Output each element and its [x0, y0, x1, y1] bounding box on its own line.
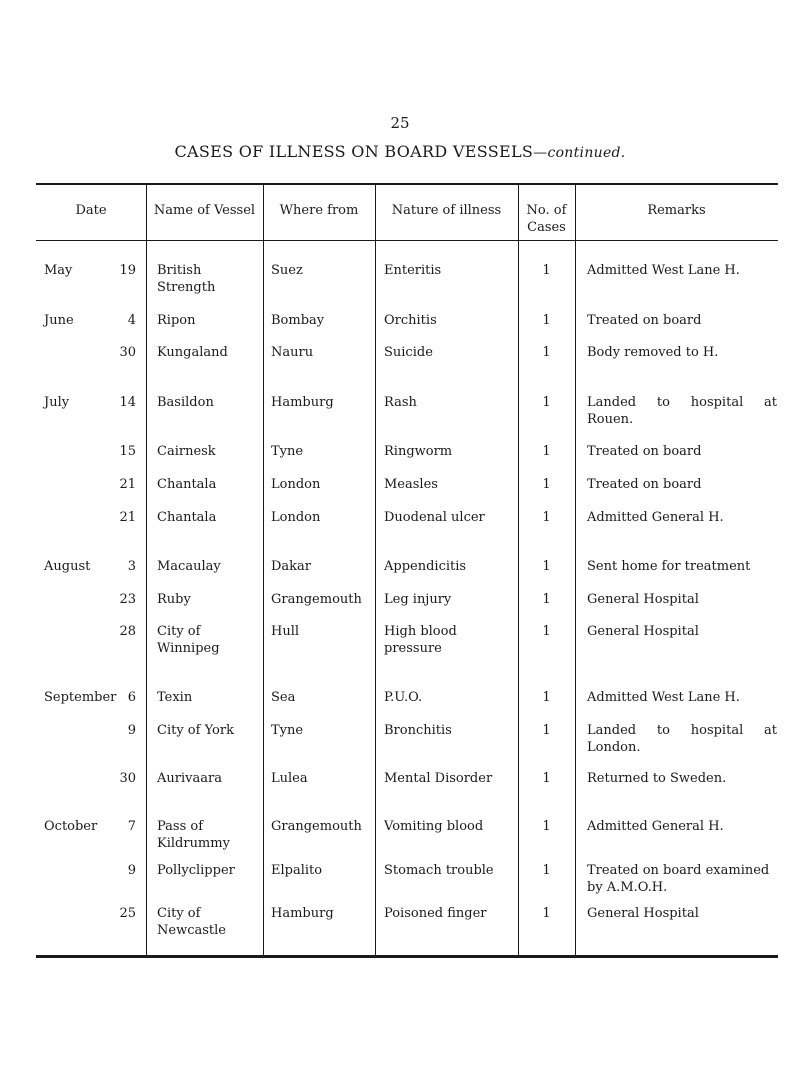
title-suffix: —continued.: [533, 145, 626, 161]
cell-vessel: Kungaland: [157, 345, 228, 360]
cell-month: June: [44, 313, 74, 328]
cell-illness: Ringworm: [384, 444, 453, 459]
cell-vessel: Cairnesk: [157, 444, 216, 459]
cell-vessel: Ruby: [157, 592, 191, 607]
header-vessel: Name of Vessel: [153, 203, 256, 218]
cell-vessel: Pollyclipper: [157, 863, 235, 878]
cell-vessel: City of Winnipeg: [157, 624, 220, 656]
cell-from: Elpalito: [271, 863, 323, 878]
cell-from: Hamburg: [271, 906, 334, 921]
cell-vessel: City of York: [157, 723, 234, 738]
cell-day: 6: [127, 690, 136, 705]
cell-cases: 1: [542, 313, 551, 328]
cell-remarks: Treated on board: [587, 313, 702, 328]
cell-from: Bombay: [271, 313, 325, 328]
header-cases-line2: Cases: [527, 220, 566, 235]
cell-illness: Orchitis: [384, 313, 437, 328]
cell-from: Sea: [271, 690, 296, 705]
table-header-rule: [36, 240, 778, 241]
cell-cases: 1: [542, 690, 551, 705]
cell-illness: Suicide: [384, 345, 433, 360]
cell-remarks: Admitted West Lane H.: [587, 690, 740, 705]
cell-from: Nauru: [271, 345, 314, 360]
cell-remarks: Landed to hospital at London.: [587, 723, 777, 755]
cell-day: 7: [127, 819, 136, 834]
cell-illness: Measles: [384, 477, 438, 492]
column-divider: [263, 185, 264, 955]
cell-remarks: Admitted General H.: [587, 819, 724, 834]
cell-cases: 1: [542, 906, 551, 921]
cell-illness: Appendicitis: [384, 559, 467, 574]
cell-remarks: General Hospital: [587, 624, 699, 639]
cell-cases: 1: [542, 723, 551, 738]
cell-remarks: Body removed to H.: [587, 345, 719, 360]
cell-day: 4: [127, 313, 136, 328]
cell-vessel: Chantala: [157, 477, 217, 492]
cell-from: London: [271, 510, 321, 525]
cell-illness: Poisoned finger: [384, 906, 487, 921]
cell-from: Hull: [271, 624, 300, 639]
column-divider: [375, 185, 376, 955]
cell-cases: 1: [542, 624, 551, 639]
cell-cases: 1: [542, 444, 551, 459]
cell-cases: 1: [542, 510, 551, 525]
cell-vessel: Macaulay: [157, 559, 221, 574]
cell-cases: 1: [542, 263, 551, 278]
cell-cases: 1: [542, 477, 551, 492]
cell-remarks: Returned to Sweden.: [587, 771, 727, 786]
cell-from: Lulea: [271, 771, 308, 786]
cell-day: 21: [119, 510, 136, 525]
cell-from: Tyne: [271, 723, 304, 738]
cell-cases: 1: [542, 395, 551, 410]
cell-day: 19: [119, 263, 136, 278]
cell-from: London: [271, 477, 321, 492]
cell-remarks: Admitted West Lane H.: [587, 263, 740, 278]
header-illness: Nature of illness: [391, 203, 502, 218]
cell-remarks: General Hospital: [587, 592, 699, 607]
page-title: [0, 142, 800, 161]
cell-cases: 1: [542, 863, 551, 878]
cell-remarks: Treated on board: [587, 444, 702, 459]
cell-month: September: [44, 690, 117, 705]
table-bottom-rule: [36, 955, 778, 958]
cell-day: 9: [127, 723, 136, 738]
cell-day: 25: [119, 906, 136, 921]
cell-day: 30: [119, 771, 136, 786]
cell-illness: Vomiting blood: [384, 819, 484, 834]
cell-from: Suez: [271, 263, 303, 278]
cell-vessel: Pass of Kildrummy: [157, 819, 230, 851]
cell-from: Hamburg: [271, 395, 334, 410]
cell-illness: High blood pressure: [384, 624, 457, 656]
cell-month: May: [44, 263, 73, 278]
header-from: Where from: [279, 203, 359, 218]
cell-illness: Bronchitis: [384, 723, 452, 738]
cell-illness: Enteritis: [384, 263, 442, 278]
cell-day: 3: [127, 559, 136, 574]
cell-illness: P.U.O.: [384, 690, 423, 705]
cell-from: Tyne: [271, 444, 304, 459]
cell-illness: Stomach trouble: [384, 863, 494, 878]
cell-month: August: [44, 559, 91, 574]
cell-illness: Leg injury: [384, 592, 452, 607]
header-cases: [518, 202, 575, 236]
cell-from: Grangemouth: [271, 819, 362, 834]
cell-day: 14: [119, 395, 136, 410]
cell-illness: Rash: [384, 395, 417, 410]
cell-cases: 1: [542, 819, 551, 834]
cell-cases: 1: [542, 771, 551, 786]
cell-vessel: Texin: [157, 690, 193, 705]
cell-day: 9: [127, 863, 136, 878]
column-divider: [146, 185, 147, 955]
header-remarks: Remarks: [647, 203, 706, 218]
column-divider: [575, 185, 576, 955]
cell-from: Dakar: [271, 559, 312, 574]
cell-day: 30: [119, 345, 136, 360]
table-top-rule: [36, 183, 778, 185]
cell-cases: 1: [542, 559, 551, 574]
cell-vessel: Aurivaara: [157, 771, 222, 786]
cell-day: 15: [119, 444, 136, 459]
cell-illness: Mental Disorder: [384, 771, 493, 786]
cell-month: July: [44, 395, 70, 410]
cell-vessel: Ripon: [157, 313, 196, 328]
cell-vessel: Basildon: [157, 395, 214, 410]
cell-from: Grangemouth: [271, 592, 362, 607]
title-text: CASES OF ILLNESS ON BOARD VESSELS: [174, 142, 534, 161]
cell-cases: 1: [542, 592, 551, 607]
cell-day: 28: [119, 624, 136, 639]
header-cases-line1: No. of: [526, 203, 567, 218]
cell-day: 23: [119, 592, 136, 607]
cell-cases: 1: [542, 345, 551, 360]
cell-illness: Duodenal ulcer: [384, 510, 485, 525]
cell-vessel: Chantala: [157, 510, 217, 525]
cell-vessel: British Strength: [157, 263, 216, 295]
header-date: Date: [75, 203, 107, 218]
page-number: 25: [390, 114, 410, 132]
cell-day: 21: [119, 477, 136, 492]
cell-remarks: Treated on board examined by A.M.O.H.: [587, 863, 770, 895]
cell-remarks: Sent home for treatment: [587, 559, 751, 574]
cell-vessel: City of Newcastle: [157, 906, 226, 938]
cell-remarks: General Hospital: [587, 906, 699, 921]
cell-remarks: Treated on board: [587, 477, 702, 492]
cell-remarks: Admitted General H.: [587, 510, 724, 525]
cell-month: October: [44, 819, 98, 834]
cell-remarks: Landed to hospital at Rouen.: [587, 395, 777, 427]
